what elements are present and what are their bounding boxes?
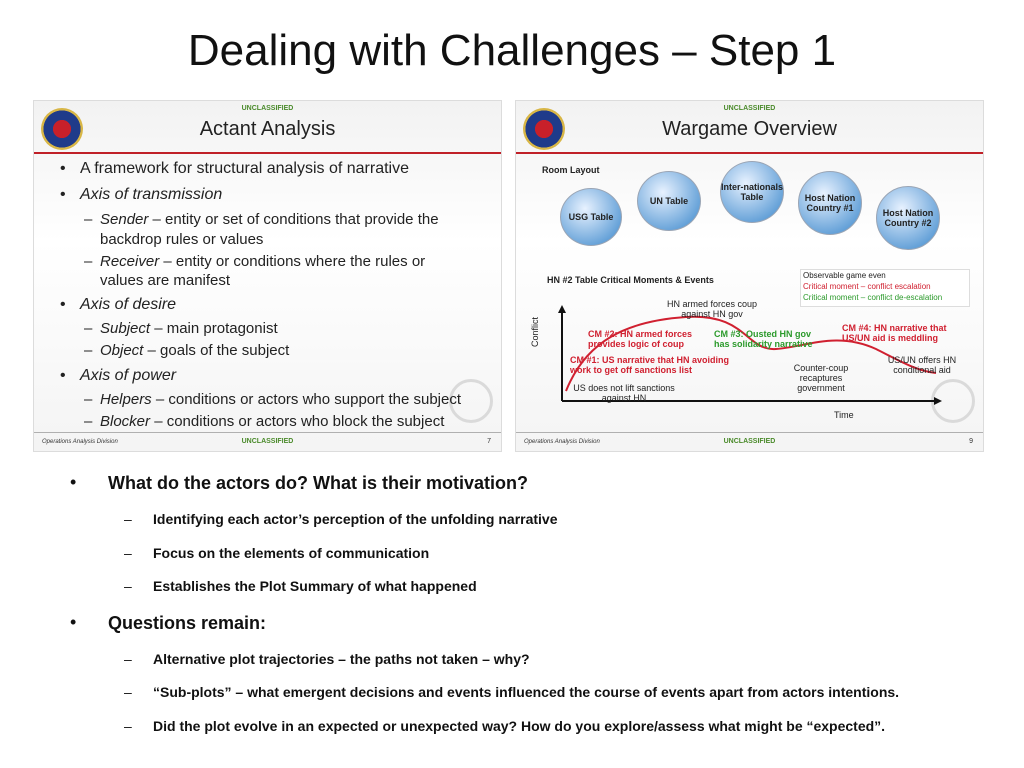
dash-marker: – — [84, 391, 93, 408]
slide-text: – conditions or actors who support the subject — [151, 391, 462, 408]
slide-term: Blocker — [100, 413, 151, 430]
bullet-heading: What do the actors do? What is their motivation? — [108, 473, 529, 493]
dash-marker: – — [84, 342, 93, 359]
slide-text: – entity or conditions where the rules or — [159, 253, 426, 270]
slide-term: Axis of power — [80, 367, 177, 384]
event-countercoup: Counter-coup recaptures government — [793, 363, 849, 393]
bullet-marker: • — [60, 186, 66, 203]
slide-term: Subject — [100, 320, 151, 337]
divider — [516, 432, 983, 433]
slide-footer: Operations Analysis Division — [42, 439, 118, 445]
dash-marker: – — [84, 413, 93, 430]
dash-marker: – — [124, 684, 132, 700]
classification-label: UNCLASSIFIED — [241, 438, 294, 445]
slide-page-number: 7 — [487, 438, 491, 445]
dash-marker: – — [84, 320, 93, 337]
slide-title: Actant Analysis — [199, 118, 336, 140]
dash-marker: – — [84, 253, 93, 270]
slide-term: Axis of transmission — [80, 186, 223, 203]
critical-moment-2: CM #2: HN armed forces provides logic of coup — [588, 329, 693, 349]
dash-marker: – — [124, 578, 132, 594]
classification-label: UNCLASSIFIED — [723, 105, 776, 112]
actant-analysis-slide-image — [34, 101, 501, 451]
slide-text: values are manifest — [100, 272, 231, 289]
slide-text: – entity or set of conditions that provide the — [148, 211, 439, 228]
bullet-heading: Questions remain: — [108, 613, 267, 633]
sub-bullet: Identifying each actor’s perception of the unfolding narrative — [153, 511, 558, 527]
y-axis-label: Conflict — [530, 316, 540, 347]
sub-bullet: Focus on the elements of communication — [153, 545, 430, 561]
bullet-marker: • — [60, 160, 66, 177]
dash-marker: – — [124, 511, 132, 527]
sub-bullet: Did the plot evolve in an expected or unexpected way? How do you explore/assess what might be “expected”. — [153, 718, 886, 734]
wargame-overview-slide-image — [516, 101, 983, 451]
table-circle: USG Table — [560, 188, 622, 246]
slide-term: Sender — [100, 211, 149, 228]
sub-bullet: Alternative plot trajectories – the paths not taken – why? — [153, 651, 530, 667]
legend-escalation: Critical moment – conflict escalation — [803, 282, 931, 291]
table-circle: Inter-nationals Table — [720, 161, 784, 223]
slide-term: Object — [100, 342, 144, 359]
sub-bullet: Establishes the Plot Summary of what happened — [153, 578, 477, 594]
table-circle: Host Nation Country #2 — [876, 186, 940, 250]
divider — [34, 432, 501, 433]
slide-text: – goals of the subject — [143, 342, 290, 359]
x-axis-label: Time — [834, 410, 854, 420]
dash-marker: – — [124, 718, 132, 734]
sub-bullet: “Sub-plots” – what emergent decisions and events influenced the course of events apart from actors intentions. — [153, 684, 900, 700]
slide-footer: Operations Analysis Division — [524, 439, 600, 445]
slide-text: – main protagonist — [150, 320, 278, 337]
chart-title: HN #2 Table Critical Moments & Events — [547, 275, 714, 285]
dash-marker: – — [124, 651, 132, 667]
classification-label: UNCLASSIFIED — [723, 438, 776, 445]
bullet-marker: • — [70, 472, 77, 492]
slide-term: Receiver — [100, 253, 160, 270]
dash-marker: – — [124, 545, 132, 561]
slide-term: Axis of desire — [80, 296, 177, 313]
dash-marker: – — [84, 211, 93, 228]
bullet-marker: • — [60, 367, 66, 384]
classification-label: UNCLASSIFIED — [241, 105, 294, 112]
table-circle: UN Table — [637, 171, 701, 231]
bullet-marker: • — [70, 612, 77, 632]
room-layout-label: Room Layout — [542, 165, 600, 175]
critical-moment-3: CM #3: Ousted HN gov has solidarity narrative — [714, 329, 813, 349]
critical-moment-1: CM #1: US narrative that HN avoiding work to get off sanctions list — [570, 355, 730, 375]
slide-term: Helpers — [100, 391, 152, 408]
slide-bullet: A framework for structural analysis of narrative — [80, 160, 410, 177]
slide-text: backdrop rules or values — [100, 231, 264, 248]
slide-text: – conditions or actors who block the subject — [150, 413, 445, 430]
event-sanctions: US does not lift sanctions against HN — [573, 383, 675, 403]
event-coup: HN armed forces coup against HN gov — [666, 299, 758, 319]
legend-even: Observable game even — [803, 271, 886, 280]
table-circle: Host Nation Country #1 — [798, 171, 862, 235]
critical-moment-4: CM #4: HN narrative that US/UN aid is meddling — [842, 323, 947, 343]
slide-title: Wargame Overview — [662, 118, 837, 140]
bullet-marker: • — [60, 296, 66, 313]
page-title: Dealing with Challenges – Step 1 — [187, 26, 837, 75]
slide-page-number: 9 — [969, 438, 973, 445]
y-axis-arrow — [558, 305, 566, 313]
event-aid: US/UN offers HN conditional aid — [887, 355, 957, 375]
x-axis-arrow — [934, 397, 942, 405]
divider — [34, 152, 501, 154]
legend-deescalation: Critical moment – conflict de-escalation — [803, 293, 943, 302]
